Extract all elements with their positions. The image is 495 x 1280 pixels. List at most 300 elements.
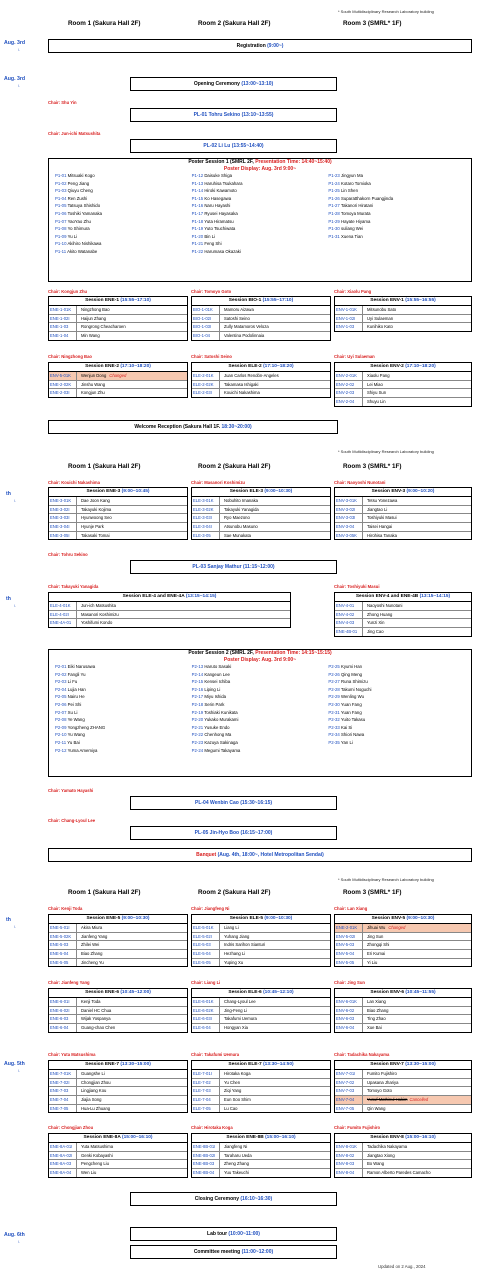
speaker-name: Valentina Podolinnaia: [224, 333, 265, 339]
talk-code: ENE-5-03: [49, 941, 77, 949]
speaker-name: Haijun Zhang: [81, 315, 106, 321]
talk-code: ENE-5-04: [49, 950, 77, 958]
talk-code: ENV-6-01K: [335, 998, 363, 1006]
talk-row: [49, 1160, 187, 1169]
registration-bar: Registration (9:00~): [48, 39, 472, 53]
session-time: (15:00~16:10): [265, 1135, 296, 1140]
talk-code: ELE-2-03I: [192, 389, 220, 397]
chair-label: Chair: Jing Sun: [334, 980, 365, 985]
talk-row: [192, 506, 330, 515]
poster-presenter: Kyumi Han: [341, 664, 363, 669]
chair-label: Chair: Xiaolu Pang: [334, 289, 372, 294]
session-name: Session ENE-5: [86, 916, 121, 921]
poster-presenter: Suparatthakorn Puangjinda: [341, 195, 394, 201]
talk-code: ELE-5-01K: [192, 924, 220, 932]
session-title: [335, 1061, 471, 1070]
talk-code: ENV-7-05: [335, 1105, 363, 1113]
poster-code: P1-05: [55, 203, 67, 209]
talk-code: ENV-7-02: [335, 1079, 363, 1087]
session-title: [49, 297, 187, 306]
poster-code: P2-02: [55, 671, 67, 677]
speaker-name: Yunzi Xin: [367, 620, 385, 626]
speaker-name: Sae Munakata: [224, 532, 252, 538]
day-sub: /.: [14, 604, 17, 608]
speaker-name: Jing Sun: [367, 933, 384, 939]
speaker-name: Eri Kumai: [367, 951, 386, 957]
room2-header: Room 2 (Sakura Hall 2F): [198, 20, 271, 27]
poster-code: P1-16: [191, 203, 204, 209]
talk-row: [49, 1087, 187, 1096]
talk-row: [192, 332, 330, 340]
talk-row: [335, 602, 471, 611]
speaker-name: Jing Cao: [367, 629, 384, 635]
session-title: [192, 363, 330, 372]
speaker-name: Jincheng Yu: [81, 959, 104, 965]
talk-row: [335, 1169, 471, 1177]
talk-code: ENV-4-03: [335, 619, 363, 627]
talk-code: ENV-3-01K: [335, 497, 363, 505]
poster-code: P2-34: [328, 732, 340, 738]
speaker-name: Nobuhito Imanaka: [224, 498, 258, 503]
poster-presenter: Runa Shimizu: [341, 679, 368, 685]
talk-code: ELE-6-01K: [192, 998, 220, 1006]
speaker-name: Daniel HC Chua: [81, 1007, 112, 1013]
poster-item: [192, 686, 329, 694]
session-time: (15:00~16:10): [121, 1135, 153, 1140]
poster-item: [192, 218, 329, 226]
session-time: (15:55~16:55): [405, 298, 436, 303]
session-title: [335, 915, 471, 924]
poster-presenter: Shiori Nawa: [341, 732, 365, 738]
talk-code: ENE-3-05I: [49, 532, 77, 540]
poster-presenter: Yuto Tsuchiwata: [204, 226, 236, 232]
talk-row: [335, 1024, 471, 1032]
poster-code: P1-22: [191, 248, 204, 254]
speaker-name: Indris Sarihon Sianturi: [224, 942, 266, 948]
session-ene8b: [191, 1133, 331, 1178]
poster-item: [328, 678, 465, 686]
updated-footer: Updated on 2 Aug., 2024: [378, 1264, 426, 1269]
talk-code: ENE-8B-03: [192, 1160, 220, 1168]
poster-code: P2-12: [55, 747, 67, 753]
talk-row: [192, 1096, 330, 1105]
speaker-name: Upasana Jhariya: [367, 1079, 399, 1085]
poster-presenter: Qiuyu Cheng: [67, 188, 93, 194]
poster-item: [192, 225, 329, 233]
chair-label: Chair: Satoshi Seino: [191, 354, 232, 359]
talk-row: [49, 1024, 187, 1032]
speaker-name: Chongjian Zhou: [81, 1079, 111, 1085]
talk-row: [335, 628, 471, 636]
poster-item: [328, 248, 465, 256]
speaker-name: Kunihiko Kato: [367, 324, 393, 330]
poster-code: P2-28: [328, 686, 340, 692]
talk-row: [49, 1169, 187, 1177]
talk-code: ELE-3-03I: [192, 514, 220, 522]
talk-code: BIO-1-01K: [192, 306, 220, 314]
poster-presenter: Feng Shi: [204, 241, 222, 247]
talk-code: ENV-5-04: [335, 950, 363, 958]
poster-presenter: Yuta Hiramatsu: [204, 218, 234, 224]
talk-row: [192, 941, 330, 950]
speaker-name: Qin Wang: [367, 1105, 386, 1111]
session-title: [49, 593, 290, 602]
talk-code: ENE-5-01I: [49, 924, 77, 932]
talk-row: [192, 1015, 330, 1024]
speaker-name: Min Wang: [81, 333, 100, 339]
poster-presenter: Fangli Yu: [67, 671, 86, 677]
talk-row: [192, 514, 330, 523]
poster1-display: Poster Display: Aug. 3rd 9:00~: [223, 166, 297, 172]
poster-presenter: Yuma Amemiya: [67, 747, 98, 753]
talk-row: [192, 1024, 330, 1032]
chair-label: Chair: Tomoyo Goto: [191, 289, 232, 294]
talk-row: [192, 924, 330, 933]
poster-code: P1-09: [55, 233, 67, 239]
day-label: th: [6, 491, 11, 497]
talk-code: ENE-8A-02I: [49, 1152, 77, 1160]
poster2-time: Presentation Time: 14:15~15:15): [255, 650, 332, 656]
talk-code: ENE-8B-02I: [192, 1152, 220, 1160]
poster-item: [328, 210, 465, 218]
session-title: [49, 363, 187, 372]
chair-label: Chair: Kenji Toda: [48, 906, 83, 911]
session-time: (13:30~15:00): [405, 1062, 436, 1067]
speaker-name: Jihuai Wu: [367, 925, 386, 930]
talk-row: [335, 933, 471, 942]
speaker-name: Wijak Yospanya: [81, 1016, 111, 1022]
talk-code: ENV-5-03: [335, 941, 363, 949]
talk-row: [49, 933, 187, 942]
poster-presenter: Yuan Fang: [340, 701, 362, 707]
poster-code: P2-01: [55, 664, 67, 669]
speaker-name: Yuping Xu: [224, 959, 244, 965]
poster-presenter: Hayate Hiyama: [341, 218, 371, 224]
talk-code: ENE-4A-01: [49, 619, 77, 627]
talk-code: ENE-7-01K: [49, 1070, 77, 1078]
talk-code: ENV-3-03I: [335, 514, 363, 522]
room3-header: Room 3 (SMRL* 1F): [343, 463, 402, 470]
talk-row: [49, 1096, 187, 1105]
speaker-name: Satoshi Seino: [224, 315, 250, 321]
talk-code: ENV-2-04: [335, 398, 363, 406]
talk-row: [335, 611, 471, 620]
poster-presenter: Toshiki Yamanaka: [67, 210, 103, 216]
poster-code: P1-28: [328, 210, 340, 216]
talk-row: [49, 941, 187, 950]
poster-code: P2-16: [191, 686, 204, 692]
session-ene6: [48, 988, 188, 1033]
poster-item: [328, 172, 465, 180]
talk-code: ENV-7-03: [335, 1087, 363, 1095]
talk-row: [335, 523, 471, 532]
building-note: * South Multidisciplinary Research Laboratory building: [338, 877, 434, 882]
chair-label: Chair: Takayuki Yanagida: [48, 584, 99, 589]
poster-item: [328, 693, 465, 701]
poster-presenter: Yu Li: [67, 233, 78, 239]
day-label: th: [6, 917, 11, 923]
talk-code: ENE-8A-03: [49, 1160, 77, 1168]
poster-presenter: Akito Watanabe: [67, 248, 98, 254]
session-ene1: [48, 296, 188, 341]
talk-row: [49, 381, 187, 390]
speaker-name: Bo Wang: [367, 1161, 385, 1167]
talk-code: ENE-2-02K: [49, 381, 77, 389]
poster-session-1: [48, 158, 472, 282]
talk-code: ENV-3-04: [335, 523, 363, 531]
talk-code: ENE-6-01I: [49, 998, 77, 1006]
poster-code: P1-29: [328, 218, 340, 224]
speaker-name: Jiangfeng Ni: [224, 1144, 248, 1149]
talk-row: [335, 950, 471, 959]
poster-presenter: Tatsuya Shishido: [67, 203, 101, 209]
talk-row: [49, 372, 187, 381]
poster-code: P2-30: [328, 701, 340, 707]
poster-code: P2-35: [328, 739, 340, 745]
welcome-reception-bar: Welcome Reception (Sakura Hall 1F. 18:30~20:00): [48, 420, 338, 434]
session-title: [335, 297, 471, 306]
speaker-name: Toshiyuki Masui: [367, 515, 397, 521]
speaker-name: Hongyan Xia: [224, 1025, 248, 1031]
chair-label: Chair: Uyi Sulaeman: [334, 354, 375, 359]
session-title: [335, 989, 471, 998]
speaker-name: Dae Joon Kang: [81, 498, 110, 503]
session-name: Session ENE-2: [85, 364, 119, 369]
poster-code: P2-08: [55, 717, 67, 723]
talk-code: ELE-6-04: [192, 1024, 220, 1032]
talk-row: [192, 1160, 330, 1169]
speaker-name: Tomoyo Goto: [367, 1088, 392, 1094]
poster-code: P2-13: [191, 664, 204, 669]
session-time: (13:30~14:50): [263, 1062, 294, 1067]
speaker-name: Chang-Lyoul Lee: [224, 999, 256, 1004]
poster-presenter: Pei Shi: [67, 701, 82, 707]
poster-item: [55, 663, 192, 671]
session-time: (9:00~10:30): [406, 916, 435, 921]
poster-presenter: Takanori Hiratani: [340, 203, 374, 209]
speaker-name: Jing-Feng Li: [224, 1007, 248, 1013]
session-name: Session ENE-8B: [226, 1135, 264, 1140]
speaker-name: Yusuf Mathinul Hakim: [367, 1097, 408, 1103]
session-ele5: [191, 914, 331, 967]
poster-code: P2-20: [191, 717, 204, 723]
speaker-name: Mitsunobu Sato: [367, 307, 397, 312]
talk-code: ENV-1-01K: [335, 306, 363, 314]
talk-code: ELE-5-05: [192, 959, 220, 967]
talk-row: [49, 1015, 187, 1024]
day-sub: /.: [18, 1069, 21, 1073]
poster-presenter: Yukako Murakami: [204, 717, 239, 723]
speaker-name: Zhongqi Shi: [367, 942, 390, 948]
speaker-name: Guangshe Li: [81, 1071, 105, 1076]
talk-code: ENV-5-01K: [49, 372, 77, 380]
talk-row: [335, 1087, 471, 1096]
poster-item: [192, 671, 329, 679]
session-name: Session ENV-3: [371, 489, 406, 494]
speaker-name: Taraharu Ueda: [224, 1152, 252, 1158]
talk-code: ENE-1-01K: [49, 306, 77, 314]
session-env8: [334, 1133, 472, 1178]
talk-row: [49, 1152, 187, 1161]
session-ene7: [48, 1060, 188, 1113]
poster-code: P2-03: [55, 679, 67, 685]
poster-item: [328, 701, 465, 709]
poster-item: [328, 724, 465, 732]
poster-item: [192, 747, 329, 755]
talk-row: [192, 315, 330, 324]
poster1-time: Presentation Time: 14:40~15:40): [255, 159, 332, 165]
poster-presenter: Ko Hasegawa: [204, 195, 232, 201]
speaker-name: Zhilei Wei: [81, 942, 100, 948]
talk-row: [192, 1007, 330, 1016]
poster-item: [192, 248, 329, 256]
session-ene5: [48, 914, 188, 967]
chair-label: Chair: Masanori Koshimizu: [191, 480, 245, 485]
talk-code: ENV-3-02I: [335, 506, 363, 514]
opening-ceremony-bar: Opening Ceremony (13:00~13:10): [130, 77, 337, 91]
talk-code: ENE-8A-04: [49, 1169, 77, 1177]
poster-item: [55, 233, 192, 241]
poster-code: P2-18: [191, 701, 204, 707]
session-time: (15:55~17:10): [262, 298, 294, 303]
poster-presenter: Yu Bai: [67, 739, 80, 745]
poster-code: P1-08: [55, 226, 67, 232]
speaker-name: Hua-Lu Zhuang: [81, 1105, 111, 1111]
session-title: [335, 488, 471, 497]
talk-code: ENV-8-04: [335, 1169, 363, 1177]
talk-code: ENV-6-02: [335, 1007, 363, 1015]
talk-code: ENE-6-02I: [49, 1007, 77, 1015]
speaker-name: Biao Zhang: [367, 1007, 389, 1013]
poster-code: P2-21: [191, 724, 204, 730]
talk-code: BIO-1-02I: [192, 315, 220, 323]
session-name: Session ELE-6: [228, 990, 262, 995]
speaker-name: Jianfeng Yang: [81, 933, 108, 939]
talk-row: [335, 619, 471, 628]
talk-code: ENV-8-03: [335, 1160, 363, 1168]
talk-row: [192, 532, 330, 540]
chair-label: Chair: Chongjian Zhou: [48, 1125, 94, 1130]
session-time: (13:15~14:15): [185, 594, 217, 599]
poster-item: [328, 180, 465, 188]
session-title: [192, 915, 330, 924]
session-time: (9:00~10:45): [121, 489, 150, 494]
poster-code: P1-01: [55, 173, 67, 178]
session-ele7: [191, 1060, 331, 1113]
poster-code: P1-19: [191, 226, 204, 232]
poster-item: [55, 731, 192, 739]
talk-row: [192, 381, 330, 390]
day-sub: /.: [14, 925, 17, 929]
speaker-name: Pengcheng Liu: [81, 1161, 109, 1167]
session-name: Session ENE-6: [85, 990, 119, 995]
talk-row: [335, 532, 471, 540]
talk-code: ELE-7-02: [192, 1079, 220, 1087]
talk-row: [49, 1070, 187, 1079]
session-title: [192, 1134, 330, 1143]
session-bio1: [191, 296, 331, 341]
talk-row: [335, 514, 471, 523]
speaker-name: Atsunobu Masuno: [224, 524, 258, 530]
poster-item: [328, 747, 465, 755]
session-name: Session ENE-3: [86, 489, 121, 494]
session-time: (15:00~16:10): [405, 1135, 436, 1140]
talk-code: ENE-7-05: [49, 1105, 77, 1113]
poster-code: P2-11: [55, 739, 67, 745]
session-env5: [334, 914, 472, 967]
talk-row: [49, 315, 187, 324]
talk-row: [335, 306, 471, 315]
talk-row: [49, 332, 187, 340]
day-label: Aug. 3rd: [4, 76, 26, 82]
session-name: Session BIO-1: [228, 298, 262, 303]
talk-code: ENV-2-03: [335, 389, 363, 397]
talk-code: ENE-3-04I: [49, 523, 77, 531]
talk-row: [192, 1143, 330, 1152]
session-time: (17:10~18:20): [263, 364, 294, 369]
poster-presenter: Megumi Takayama: [204, 747, 241, 753]
talk-row: [49, 506, 187, 515]
poster-item: [192, 724, 329, 732]
chair-label: Chair: Ningzhong Bao: [48, 354, 92, 359]
poster-presenter: suliang Wei: [341, 226, 364, 232]
poster-code: P2-19: [191, 709, 204, 715]
session-title: [192, 297, 330, 306]
talk-code: ENE-7-03: [49, 1087, 77, 1095]
talk-code: ENV-5-02I: [335, 933, 363, 941]
session-env4-ene4b: [334, 592, 472, 637]
speaker-name: Yuta Matsushima: [81, 1144, 114, 1149]
poster-item: [328, 202, 465, 210]
talk-code: ELE-6-03I: [192, 1015, 220, 1023]
poster-presenter: Yongzheng ZHANG: [67, 724, 106, 730]
talk-row: [49, 1105, 187, 1113]
talk-code: ENV-7-01I: [335, 1070, 363, 1078]
talk-code: ENE-6-03: [49, 1015, 77, 1023]
talk-row: [335, 1015, 471, 1024]
poster-code: P1-18: [191, 218, 204, 224]
talk-row: [335, 1096, 471, 1105]
day-label: Aug. 6th: [4, 1232, 25, 1238]
poster-code: P2-31: [328, 709, 340, 715]
talk-code: ELE-3-01K: [192, 497, 220, 505]
talk-row: [335, 941, 471, 950]
speaker-name: Wen Liu: [81, 1170, 97, 1176]
poster-presenter: Yan Li: [340, 739, 353, 745]
session-time: (10:45~11:55): [405, 990, 436, 995]
poster-code: P2-14: [191, 671, 204, 677]
poster-presenter: Kai Si: [341, 724, 353, 730]
session-ene8a: [48, 1133, 188, 1178]
session-name: Session ENE-8A: [83, 1135, 121, 1140]
speaker-name: Lei Miao: [367, 381, 383, 387]
session-title: [192, 989, 330, 998]
talk-row: [49, 323, 187, 332]
session-time: (15:55~17:10): [120, 298, 151, 303]
poster-code: P2-06: [55, 701, 67, 707]
poster-code: P1-12: [191, 173, 204, 178]
poster-code: P1-21: [191, 241, 204, 247]
talk-code: ENV-4-02: [335, 611, 363, 619]
poster-item: [55, 678, 192, 686]
session-time: (9:00~10:30): [264, 489, 293, 494]
changed-note: Changed: [109, 373, 127, 378]
session-title: [49, 989, 187, 998]
poster-item: [192, 739, 329, 747]
room1-header: Room 1 (Sakura Hall 2F): [68, 889, 141, 896]
poster-item: [55, 701, 192, 709]
poster-code: P1-24: [328, 180, 340, 186]
